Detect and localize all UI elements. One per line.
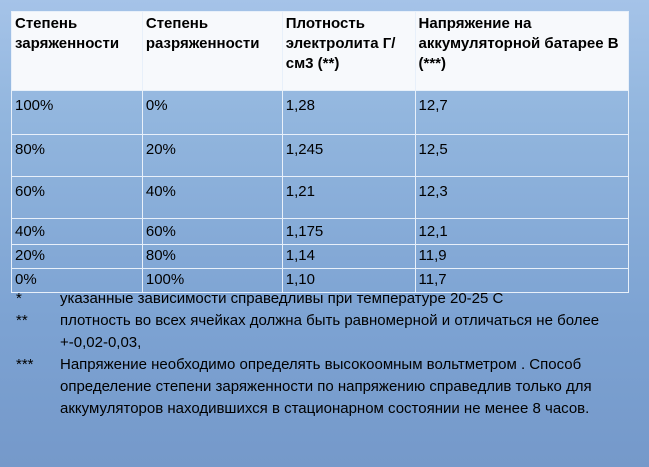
cell-density: 1,10	[282, 269, 415, 293]
cell-discharge: 0%	[142, 91, 282, 135]
cell-density: 1,28	[282, 91, 415, 135]
cell-discharge: 100%	[142, 269, 282, 293]
cell-discharge: 40%	[142, 177, 282, 219]
footnote-mark: **	[16, 312, 28, 329]
cell-charge: 60%	[12, 177, 143, 219]
cell-voltage: 12,5	[415, 135, 628, 177]
footnote-text: указанные зависимости справедливы при температуре 20-25 С	[60, 290, 504, 307]
table-header-row	[12, 12, 629, 91]
cell-charge: 20%	[12, 245, 143, 269]
cell-voltage: 11,9	[415, 245, 628, 269]
table-row	[12, 219, 629, 245]
table-row	[12, 177, 629, 219]
header-battery-voltage: Напряжение на аккумуляторной батарее В (***)	[415, 12, 628, 91]
cell-density: 1,245	[282, 135, 415, 177]
footnote-mark: ***	[16, 356, 34, 373]
cell-voltage: 12,7	[415, 91, 628, 135]
footnote-text: плотность во всех ячейках должна быть равномерной и отличаться не более +-0,02-0,03,	[60, 312, 600, 351]
cell-charge: 0%	[12, 269, 143, 293]
cell-voltage: 12,3	[415, 177, 628, 219]
cell-charge: 40%	[12, 219, 143, 245]
cell-charge: 100%	[12, 91, 143, 135]
header-electrolyte-density: Плотность электролита Г/см3 (**)	[282, 12, 415, 91]
cell-density: 1,14	[282, 245, 415, 269]
footnote	[12, 354, 632, 420]
cell-density: 1,175	[282, 219, 415, 245]
footnote	[12, 310, 632, 354]
cell-discharge: 80%	[142, 245, 282, 269]
footnote-text: Напряжение необходимо определять высокоомным вольтметром . Способ определение степени заряженности по напряжению справедлив только для аккумуляторов находившихся в стационарном состоянии не менее 8 часов.	[60, 356, 592, 417]
cell-voltage: 11,7	[415, 269, 628, 293]
cell-discharge: 20%	[142, 135, 282, 177]
table-row	[12, 245, 629, 269]
cell-charge: 80%	[12, 135, 143, 177]
battery-charge-table	[11, 11, 629, 293]
cell-density: 1,21	[282, 177, 415, 219]
cell-voltage: 12,1	[415, 219, 628, 245]
table-row	[12, 135, 629, 177]
table-row	[12, 91, 629, 135]
footnotes	[12, 288, 632, 420]
cell-discharge: 60%	[142, 219, 282, 245]
header-charge-level: Степень заряженности	[12, 12, 143, 91]
footnote-mark: *	[16, 290, 22, 307]
header-discharge-level: Степень разряженности	[142, 12, 282, 91]
footnote	[12, 288, 632, 310]
